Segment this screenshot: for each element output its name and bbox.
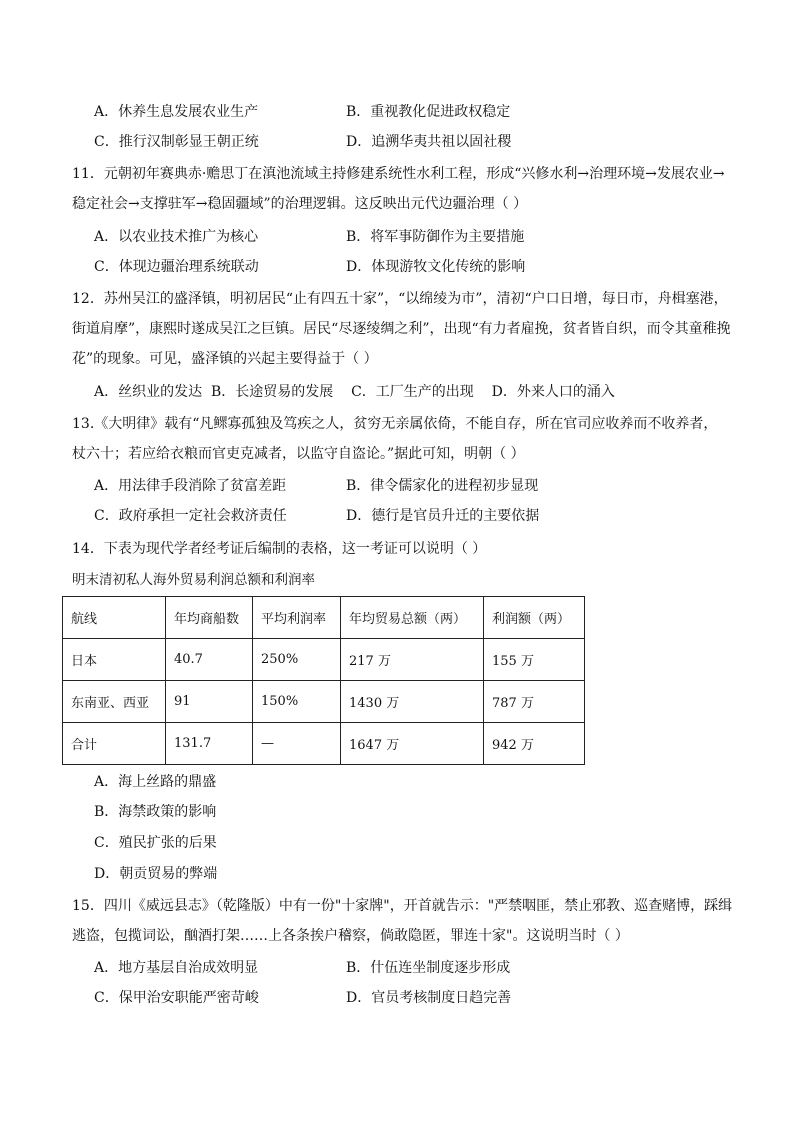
table-header-cell: 年均商船数 [166,597,253,639]
q13-option-b: B．律令儒家化的进程初步显现 [346,478,539,494]
table-cell: 东南亚、西亚 [63,681,166,723]
table-cell: 1430 万 [341,681,484,723]
table-cell: 217 万 [341,639,484,681]
q14-option-d: D．朝贡贸易的弊端 [94,866,218,882]
q11-options-row-1 [94,227,524,247]
q13-options-row-1 [94,476,538,496]
q13-options-row-2 [94,506,539,526]
table-caption: 明末清初私人海外贸易利润总额和利润率 [72,572,315,588]
q10-option-b: B．重视教化促进政权稳定 [346,104,511,120]
q15-option-b: B．什伍连坐制度逐步形成 [346,960,511,976]
table-row [63,723,585,765]
q10-option-d: D．追溯华夷共祖以固社稷 [346,134,512,150]
q11-options-row-2 [94,257,525,277]
q12-stem-line-3: 花”的现象。可见，盛泽镇的兴起主要得益于（ ） [72,351,378,367]
q13-stem-line-2: 杖六十；若应给衣粮而官吏克减者，以监守自盗论。”据此可知，明朝（ ） [72,446,525,462]
table-cell: 155 万 [484,639,585,681]
table-cell: 40.7 [166,639,253,681]
table-cell: 942 万 [484,723,585,765]
table-header-cell: 平均利润率 [253,597,341,639]
table-cell: 合计 [63,723,166,765]
table-cell: 1647 万 [341,723,484,765]
q14-option-a: A．海上丝路的鼎盛 [94,774,217,790]
q11-option-c: C．体现边疆治理系统联动 [94,259,259,275]
q10-options-row-2 [94,132,511,152]
q11-stem-line-2: 稳定社会→支撑驻军→稳固疆域”的治理逻辑。这反映出元代边疆治理（ ） [72,196,528,212]
q12-stem-line-2: 街道肩摩”，康熙时遂成吴江之巨镇。居民“尽逐绫绸之利”，出现“有力者雇挽，贫者皆自织，而令其童稚挽 [72,321,731,337]
q10-option-c: C．推行汉制彰显王朝正统 [94,134,259,150]
q14-option-c: C．殖民扩张的后果 [94,835,217,851]
q15-option-c: C．保甲治安职能严密苛峻 [94,990,259,1006]
table-cell: 日本 [63,639,166,681]
q11-option-a: A．以农业技术推广为核心 [94,229,259,245]
q15-option-d: D．官员考核制度日趋完善 [346,990,512,1006]
q12-options: A．丝织业的发达 B．长途贸易的发展 C．工厂生产的出现 D．外来人口的涌入 [94,384,615,400]
table-cell: 150% [253,681,341,723]
table-header-cell: 利润额（两） [484,597,585,639]
q13-option-a: A．用法律手段消除了贫富差距 [94,478,287,494]
table-cell: 787 万 [484,681,585,723]
table-header-cell: 年均贸易总额（两） [341,597,484,639]
q10-options-row-1 [94,102,510,122]
table-cell: — [253,723,341,765]
table-cell: 131.7 [166,723,253,765]
q15-options-row-2 [94,988,511,1008]
q12-stem-line-1: 12．苏州吴江的盛泽镇，明初居民“止有四五十家”，“以绵绫为市”，清初“户口日增，每日市，舟楫塞港， [72,291,728,307]
q15-option-a: A．地方基层自治成效明显 [94,960,259,976]
q11-stem-line-1: 11．元朝初年赛典赤·赡思丁在滇池流域主持修建系统性水利工程，形成“兴修水利→治理环境→发展农业→ [72,166,725,182]
q13-option-d: D．德行是官员升迁的主要依据 [346,508,540,524]
q14-option-b: B．海禁政策的影响 [94,804,217,820]
q11-option-d: D．体现游牧文化传统的影响 [346,259,526,275]
q11-option-b: B．将军事防御作为主要措施 [346,229,525,245]
q13-option-c: C．政府承担一定社会救济责任 [94,508,287,524]
table-cell: 250% [253,639,341,681]
q15-options-row-1 [94,958,510,978]
q14-stem: 14．下表为现代学者经考证后编制的表格，这一考证可以说明（ ） [72,541,487,557]
table-row [63,681,585,723]
table-header-row [63,597,585,639]
trade-profit-table [62,596,585,765]
q15-stem-line-2: 逃盗，包揽词讼，酗酒打架……上各条挨户稽察，倘敢隐匿，罪连十家"。这说明当时（ ） [72,928,629,944]
table-cell: 91 [166,681,253,723]
q10-option-a: A．休养生息发展农业生产 [94,104,259,120]
table-row [63,639,585,681]
q13-stem-line-1: 13.《大明律》载有“凡鳏寡孤独及笃疾之人，贫穷无亲属依倚，不能自存，所在官司应收养而不收养者， [72,416,718,432]
table-header-cell: 航线 [63,597,166,639]
q15-stem-line-1: 15．四川《威远县志》（乾隆版）中有一份"十家牌"，开首就告示："严禁咽匪，禁止邪教、巡查赌博，踩缉 [72,898,733,914]
